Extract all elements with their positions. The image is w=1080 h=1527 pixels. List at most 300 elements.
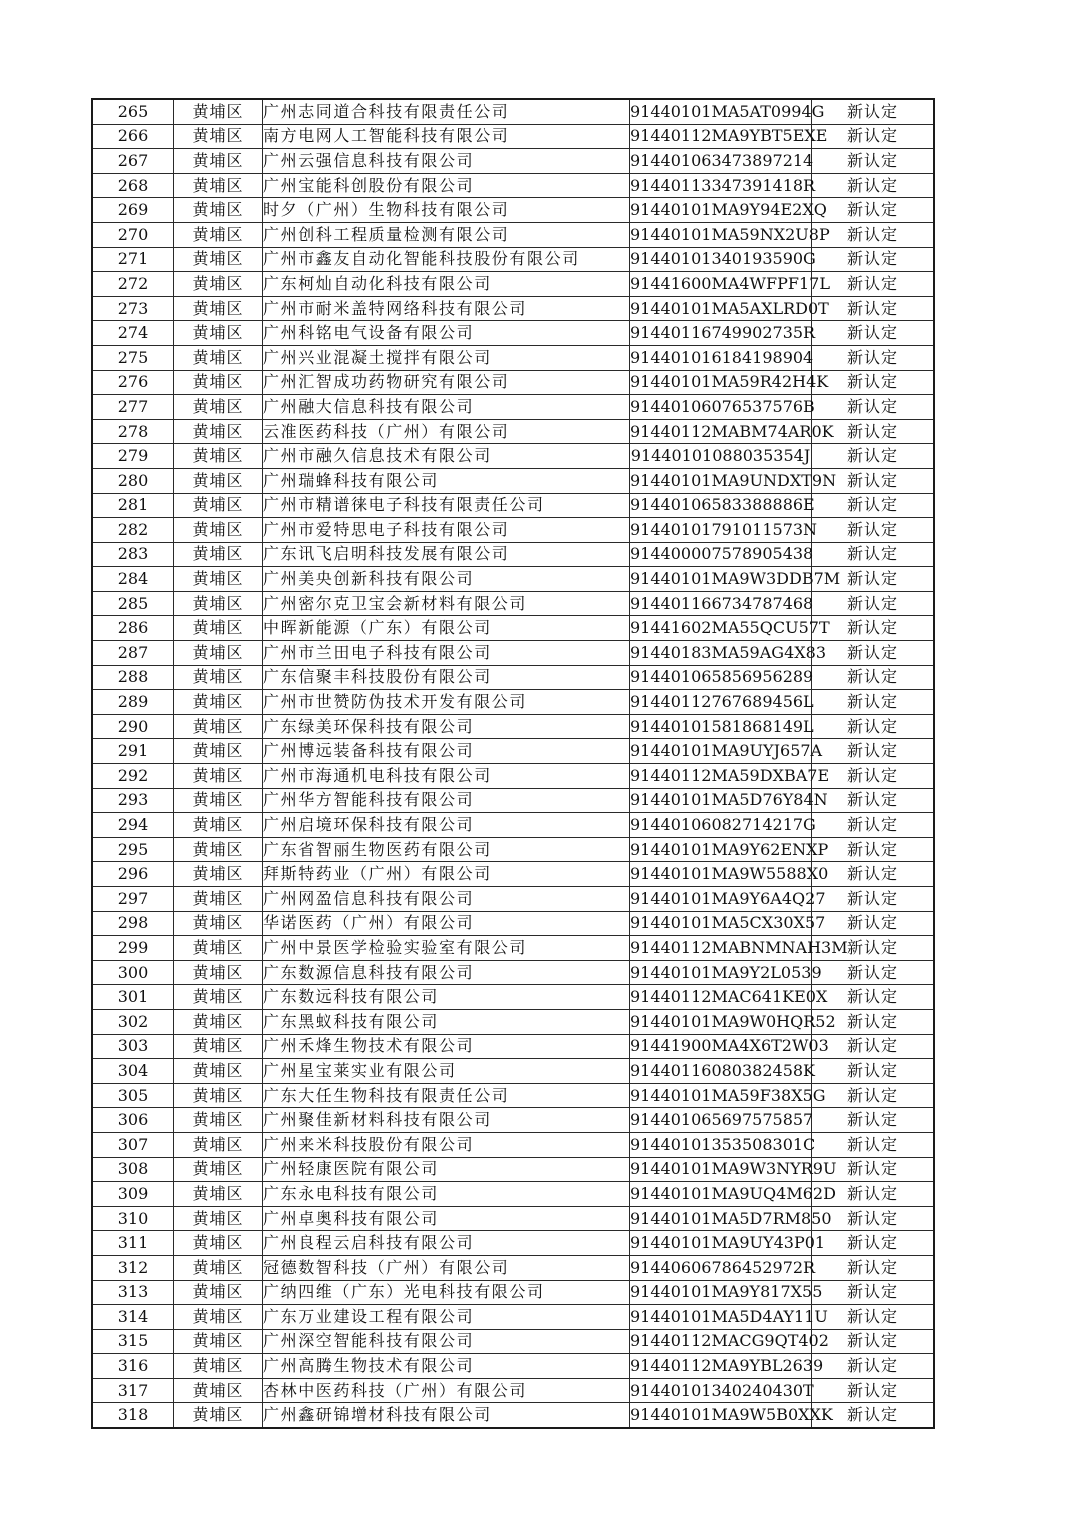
district-cell: 黄埔区 xyxy=(174,296,263,321)
status-cell: 新认定 xyxy=(812,419,935,444)
table-row xyxy=(92,518,934,543)
credit-code-cell: 91440112MA9YBT5EXE xyxy=(630,124,812,149)
credit-code-cell: 91441602MA55QCU57T xyxy=(630,616,812,641)
company-name-cell: 杏林中医药科技（广州）有限公司 xyxy=(263,1378,630,1403)
row-number: 293 xyxy=(92,788,174,813)
status-cell: 新认定 xyxy=(812,124,935,149)
table-row xyxy=(92,1182,934,1207)
credit-code-cell: 91440606786452972R xyxy=(630,1255,812,1280)
district-cell: 黄埔区 xyxy=(174,395,263,420)
row-number: 282 xyxy=(92,518,174,543)
company-name-cell: 广州市融久信息技术有限公司 xyxy=(263,444,630,469)
row-number: 269 xyxy=(92,198,174,223)
district-cell: 黄埔区 xyxy=(174,1378,263,1403)
table-row xyxy=(92,1403,934,1428)
row-number: 314 xyxy=(92,1305,174,1330)
status-cell: 新认定 xyxy=(812,1083,935,1108)
row-number: 276 xyxy=(92,370,174,395)
table-row xyxy=(92,1083,934,1108)
row-number: 302 xyxy=(92,1009,174,1034)
table-row xyxy=(92,345,934,370)
company-name-cell: 广东柯灿自动化科技有限公司 xyxy=(263,272,630,297)
district-cell: 黄埔区 xyxy=(174,1206,263,1231)
credit-code-cell: 91440101340240430T xyxy=(630,1378,812,1403)
row-number: 288 xyxy=(92,665,174,690)
district-cell: 黄埔区 xyxy=(174,1157,263,1182)
status-cell: 新认定 xyxy=(812,1403,935,1428)
district-cell: 黄埔区 xyxy=(174,690,263,715)
row-number: 297 xyxy=(92,887,174,912)
district-cell: 黄埔区 xyxy=(174,764,263,789)
row-number: 267 xyxy=(92,149,174,174)
credit-code-cell: 91440101MA5D7RM850 xyxy=(630,1206,812,1231)
status-cell: 新认定 xyxy=(812,1009,935,1034)
row-number: 299 xyxy=(92,936,174,961)
status-cell: 新认定 xyxy=(812,1255,935,1280)
table-row xyxy=(92,1329,934,1354)
company-name-cell: 广纳四维（广东）光电科技有限公司 xyxy=(263,1280,630,1305)
company-name-cell: 拜斯特药业（广州）有限公司 xyxy=(263,862,630,887)
credit-code-cell: 914401016184198904 xyxy=(630,345,812,370)
row-number: 313 xyxy=(92,1280,174,1305)
table-row xyxy=(92,788,934,813)
status-cell: 新认定 xyxy=(812,641,935,666)
company-name-cell: 冠德数智科技（广州）有限公司 xyxy=(263,1255,630,1280)
company-name-cell: 广州轻康医院有限公司 xyxy=(263,1157,630,1182)
table-row xyxy=(92,1157,934,1182)
credit-code-cell: 91440101MA9UQ4M62D xyxy=(630,1182,812,1207)
row-number: 274 xyxy=(92,321,174,346)
company-table xyxy=(91,98,935,1429)
table-row xyxy=(92,321,934,346)
company-name-cell: 广东数远科技有限公司 xyxy=(263,985,630,1010)
row-number: 312 xyxy=(92,1255,174,1280)
company-name-cell: 广州市海通机电科技有限公司 xyxy=(263,764,630,789)
district-cell: 黄埔区 xyxy=(174,1255,263,1280)
credit-code-cell: 91440101340193590G xyxy=(630,247,812,272)
row-number: 294 xyxy=(92,813,174,838)
credit-code-cell: 91440101MA9Y2L0539 xyxy=(630,960,812,985)
row-number: 277 xyxy=(92,395,174,420)
credit-code-cell: 91440183MA59AG4X83 xyxy=(630,641,812,666)
table-row xyxy=(92,1034,934,1059)
status-cell: 新认定 xyxy=(812,591,935,616)
company-name-cell: 广州深空智能科技有限公司 xyxy=(263,1329,630,1354)
company-name-cell: 南方电网人工智能科技有限公司 xyxy=(263,124,630,149)
company-name-cell: 广东讯飞启明科技发展有限公司 xyxy=(263,542,630,567)
row-number: 286 xyxy=(92,616,174,641)
credit-code-cell: 91441900MA4X6T2W03 xyxy=(630,1034,812,1059)
credit-code-cell: 91440112767689456L xyxy=(630,690,812,715)
table-row xyxy=(92,862,934,887)
row-number: 291 xyxy=(92,739,174,764)
row-number: 280 xyxy=(92,468,174,493)
status-cell: 新认定 xyxy=(812,198,935,223)
table-row xyxy=(92,272,934,297)
district-cell: 黄埔区 xyxy=(174,1354,263,1379)
district-cell: 黄埔区 xyxy=(174,887,263,912)
district-cell: 黄埔区 xyxy=(174,665,263,690)
credit-code-cell: 914401166734787468 xyxy=(630,591,812,616)
status-cell: 新认定 xyxy=(812,887,935,912)
table-row xyxy=(92,1378,934,1403)
credit-code-cell: 91441600MA4WFPF17L xyxy=(630,272,812,297)
credit-code-cell: 91440116749902735R xyxy=(630,321,812,346)
row-number: 283 xyxy=(92,542,174,567)
credit-code-cell: 91440101MA9Y6A4Q27 xyxy=(630,887,812,912)
credit-code-cell: 91440101MA9W5588X0 xyxy=(630,862,812,887)
company-name-cell: 广州市兰田电子科技有限公司 xyxy=(263,641,630,666)
status-cell: 新认定 xyxy=(812,296,935,321)
credit-code-cell: 91440101353508301C xyxy=(630,1132,812,1157)
district-cell: 黄埔区 xyxy=(174,321,263,346)
district-cell: 黄埔区 xyxy=(174,198,263,223)
company-name-cell: 华诺医药（广州）有限公司 xyxy=(263,911,630,936)
district-cell: 黄埔区 xyxy=(174,862,263,887)
company-name-cell: 广州美央创新科技有限公司 xyxy=(263,567,630,592)
credit-code-cell: 91440101MA5D76Y84N xyxy=(630,788,812,813)
district-cell: 黄埔区 xyxy=(174,1009,263,1034)
credit-code-cell: 91440101MA9UYJ657A xyxy=(630,739,812,764)
company-name-cell: 广东万业建设工程有限公司 xyxy=(263,1305,630,1330)
table-row xyxy=(92,665,934,690)
company-name-cell: 广东绿美环保科技有限公司 xyxy=(263,714,630,739)
company-name-cell: 广东信聚丰科技股份有限公司 xyxy=(263,665,630,690)
table-row xyxy=(92,690,934,715)
table-row xyxy=(92,837,934,862)
company-name-cell: 广州禾烽生物技术有限公司 xyxy=(263,1034,630,1059)
credit-code-cell: 91440101MA5AXLRD0T xyxy=(630,296,812,321)
credit-code-cell: 91440101MA59NX2U8P xyxy=(630,222,812,247)
row-number: 290 xyxy=(92,714,174,739)
status-cell: 新认定 xyxy=(812,518,935,543)
table-row xyxy=(92,1305,934,1330)
credit-code-cell: 91440101MA9Y62ENXP xyxy=(630,837,812,862)
credit-code-cell: 91440101MA9W0HQR52 xyxy=(630,1009,812,1034)
district-cell: 黄埔区 xyxy=(174,985,263,1010)
company-name-cell: 广州创科工程质量检测有限公司 xyxy=(263,222,630,247)
status-cell: 新认定 xyxy=(812,222,935,247)
status-cell: 新认定 xyxy=(812,247,935,272)
table-row xyxy=(92,1280,934,1305)
company-name-cell: 广东数源信息科技有限公司 xyxy=(263,960,630,985)
district-cell: 黄埔区 xyxy=(174,272,263,297)
table-row xyxy=(92,567,934,592)
district-cell: 黄埔区 xyxy=(174,1059,263,1084)
row-number: 300 xyxy=(92,960,174,985)
credit-code-cell: 91440101MA59F38X5G xyxy=(630,1083,812,1108)
status-cell: 新认定 xyxy=(812,1280,935,1305)
district-cell: 黄埔区 xyxy=(174,641,263,666)
row-number: 307 xyxy=(92,1132,174,1157)
status-cell: 新认定 xyxy=(812,567,935,592)
credit-code-cell: 914400007578905438 xyxy=(630,542,812,567)
company-name-cell: 广州市精谱徕电子科技有限责任公司 xyxy=(263,493,630,518)
district-cell: 黄埔区 xyxy=(174,616,263,641)
credit-code-cell: 91440112MAC641KE0X xyxy=(630,985,812,1010)
company-name-cell: 广州市耐米盖特网络科技有限公司 xyxy=(263,296,630,321)
status-cell: 新认定 xyxy=(812,985,935,1010)
district-cell: 黄埔区 xyxy=(174,1231,263,1256)
table-row xyxy=(92,222,934,247)
district-cell: 黄埔区 xyxy=(174,837,263,862)
row-number: 310 xyxy=(92,1206,174,1231)
row-number: 278 xyxy=(92,419,174,444)
district-cell: 黄埔区 xyxy=(174,960,263,985)
status-cell: 新认定 xyxy=(812,665,935,690)
credit-code-cell: 91440101MA5CX30X57 xyxy=(630,911,812,936)
district-cell: 黄埔区 xyxy=(174,124,263,149)
status-cell: 新认定 xyxy=(812,837,935,862)
status-cell: 新认定 xyxy=(812,960,935,985)
company-name-cell: 广州来米科技股份有限公司 xyxy=(263,1132,630,1157)
credit-code-cell: 91440101MA9Y817X55 xyxy=(630,1280,812,1305)
company-name-cell: 广州瑞蜂科技有限公司 xyxy=(263,468,630,493)
status-cell: 新认定 xyxy=(812,1305,935,1330)
table-row xyxy=(92,370,934,395)
status-cell: 新认定 xyxy=(812,345,935,370)
row-number: 303 xyxy=(92,1034,174,1059)
company-name-cell: 广州科铭电气设备有限公司 xyxy=(263,321,630,346)
district-cell: 黄埔区 xyxy=(174,1034,263,1059)
company-name-cell: 广州志同道合科技有限责任公司 xyxy=(263,99,630,124)
company-name-cell: 广州市爱特思电子科技有限公司 xyxy=(263,518,630,543)
status-cell: 新认定 xyxy=(812,1354,935,1379)
row-number: 268 xyxy=(92,173,174,198)
row-number: 305 xyxy=(92,1083,174,1108)
company-name-cell: 广州高腾生物技术有限公司 xyxy=(263,1354,630,1379)
district-cell: 黄埔区 xyxy=(174,542,263,567)
company-name-cell: 广州汇智成功药物研究有限公司 xyxy=(263,370,630,395)
table-row xyxy=(92,1059,934,1084)
company-name-cell: 中晖新能源（广东）有限公司 xyxy=(263,616,630,641)
district-cell: 黄埔区 xyxy=(174,567,263,592)
status-cell: 新认定 xyxy=(812,739,935,764)
status-cell: 新认定 xyxy=(812,764,935,789)
table-row xyxy=(92,714,934,739)
status-cell: 新认定 xyxy=(812,1378,935,1403)
row-number: 296 xyxy=(92,862,174,887)
company-name-cell: 广州启境环保科技有限公司 xyxy=(263,813,630,838)
table-row xyxy=(92,616,934,641)
table-row xyxy=(92,887,934,912)
table-row xyxy=(92,395,934,420)
table-row xyxy=(92,247,934,272)
company-name-cell: 广州聚佳新材料科技有限公司 xyxy=(263,1108,630,1133)
table-row xyxy=(92,985,934,1010)
credit-code-cell: 91440112MABNMNAH3M xyxy=(630,936,812,961)
credit-code-cell: 91440116080382458K xyxy=(630,1059,812,1084)
district-cell: 黄埔区 xyxy=(174,1083,263,1108)
table-row xyxy=(92,739,934,764)
row-number: 281 xyxy=(92,493,174,518)
status-cell: 新认定 xyxy=(812,1034,935,1059)
credit-code-cell: 91440101088035354J xyxy=(630,444,812,469)
status-cell: 新认定 xyxy=(812,321,935,346)
status-cell: 新认定 xyxy=(812,493,935,518)
table-row xyxy=(92,419,934,444)
district-cell: 黄埔区 xyxy=(174,173,263,198)
company-name-cell: 广州市鑫友自动化智能科技股份有限公司 xyxy=(263,247,630,272)
company-name-cell: 广州鑫研锦增材科技有限公司 xyxy=(263,1403,630,1428)
district-cell: 黄埔区 xyxy=(174,247,263,272)
company-name-cell: 广州云强信息科技有限公司 xyxy=(263,149,630,174)
district-cell: 黄埔区 xyxy=(174,1108,263,1133)
row-number: 306 xyxy=(92,1108,174,1133)
row-number: 287 xyxy=(92,641,174,666)
district-cell: 黄埔区 xyxy=(174,518,263,543)
credit-code-cell: 91440101791011573N xyxy=(630,518,812,543)
company-name-cell: 广东省智丽生物医药有限公司 xyxy=(263,837,630,862)
credit-code-cell: 91440113347391418R xyxy=(630,173,812,198)
district-cell: 黄埔区 xyxy=(174,1403,263,1428)
company-name-cell: 广东永电科技有限公司 xyxy=(263,1182,630,1207)
credit-code-cell: 914401063473897214 xyxy=(630,149,812,174)
status-cell: 新认定 xyxy=(812,173,935,198)
row-number: 275 xyxy=(92,345,174,370)
row-number: 271 xyxy=(92,247,174,272)
table-row xyxy=(92,911,934,936)
table-row xyxy=(92,1009,934,1034)
company-name-cell: 广州兴业混凝土搅拌有限公司 xyxy=(263,345,630,370)
row-number: 295 xyxy=(92,837,174,862)
row-number: 317 xyxy=(92,1378,174,1403)
status-cell: 新认定 xyxy=(812,444,935,469)
status-cell: 新认定 xyxy=(812,690,935,715)
company-name-cell: 广州网盈信息科技有限公司 xyxy=(263,887,630,912)
status-cell: 新认定 xyxy=(812,468,935,493)
district-cell: 黄埔区 xyxy=(174,345,263,370)
row-number: 266 xyxy=(92,124,174,149)
company-name-cell: 广州良程云启科技有限公司 xyxy=(263,1231,630,1256)
status-cell: 新认定 xyxy=(812,813,935,838)
district-cell: 黄埔区 xyxy=(174,149,263,174)
district-cell: 黄埔区 xyxy=(174,99,263,124)
table-row xyxy=(92,493,934,518)
table-row xyxy=(92,1231,934,1256)
company-name-cell: 广州市世赞防伪技术开发有限公司 xyxy=(263,690,630,715)
status-cell: 新认定 xyxy=(812,542,935,567)
credit-code-cell: 91440101581868149L xyxy=(630,714,812,739)
table-row xyxy=(92,1255,934,1280)
row-number: 284 xyxy=(92,567,174,592)
status-cell: 新认定 xyxy=(812,862,935,887)
table-row xyxy=(92,641,934,666)
company-name-cell: 广东大任生物科技有限责任公司 xyxy=(263,1083,630,1108)
table-row xyxy=(92,960,934,985)
row-number: 279 xyxy=(92,444,174,469)
credit-code-cell: 91440101MA9UY43P01 xyxy=(630,1231,812,1256)
credit-code-cell: 91440106082714217G xyxy=(630,813,812,838)
status-cell: 新认定 xyxy=(812,1231,935,1256)
row-number: 270 xyxy=(92,222,174,247)
table-row xyxy=(92,764,934,789)
district-cell: 黄埔区 xyxy=(174,739,263,764)
credit-code-cell: 91440112MACG9QT402 xyxy=(630,1329,812,1354)
row-number: 273 xyxy=(92,296,174,321)
row-number: 292 xyxy=(92,764,174,789)
company-name-cell: 广州卓奥科技有限公司 xyxy=(263,1206,630,1231)
table-row xyxy=(92,296,934,321)
company-name-cell: 广州星宝莱实业有限公司 xyxy=(263,1059,630,1084)
credit-code-cell: 91440101MA9Y94E2XQ xyxy=(630,198,812,223)
district-cell: 黄埔区 xyxy=(174,813,263,838)
company-table-body xyxy=(92,99,934,1428)
status-cell: 新认定 xyxy=(812,936,935,961)
company-name-cell: 广州华方智能科技有限公司 xyxy=(263,788,630,813)
status-cell: 新认定 xyxy=(812,370,935,395)
credit-code-cell: 91440101MA59R42H4K xyxy=(630,370,812,395)
status-cell: 新认定 xyxy=(812,1132,935,1157)
district-cell: 黄埔区 xyxy=(174,222,263,247)
status-cell: 新认定 xyxy=(812,99,935,124)
table-row xyxy=(92,444,934,469)
row-number: 308 xyxy=(92,1157,174,1182)
status-cell: 新认定 xyxy=(812,911,935,936)
table-row xyxy=(92,468,934,493)
table-row xyxy=(92,99,934,124)
row-number: 301 xyxy=(92,985,174,1010)
row-number: 304 xyxy=(92,1059,174,1084)
row-number: 285 xyxy=(92,591,174,616)
district-cell: 黄埔区 xyxy=(174,444,263,469)
district-cell: 黄埔区 xyxy=(174,493,263,518)
credit-code-cell: 91440101MA9UNDXT9N xyxy=(630,468,812,493)
status-cell: 新认定 xyxy=(812,272,935,297)
credit-code-cell: 91440112MA9YBL2639 xyxy=(630,1354,812,1379)
table-row xyxy=(92,1132,934,1157)
status-cell: 新认定 xyxy=(812,1182,935,1207)
credit-code-cell: 91440101MA5AT0994G xyxy=(630,99,812,124)
row-number: 318 xyxy=(92,1403,174,1428)
credit-code-cell: 91440106076537576B xyxy=(630,395,812,420)
district-cell: 黄埔区 xyxy=(174,911,263,936)
district-cell: 黄埔区 xyxy=(174,714,263,739)
table-row xyxy=(92,173,934,198)
table-row xyxy=(92,813,934,838)
company-name-cell: 广东黑蚁科技有限公司 xyxy=(263,1009,630,1034)
credit-code-cell: 91440101MA9W3DDB7M xyxy=(630,567,812,592)
district-cell: 黄埔区 xyxy=(174,1182,263,1207)
district-cell: 黄埔区 xyxy=(174,370,263,395)
row-number: 298 xyxy=(92,911,174,936)
status-cell: 新认定 xyxy=(812,1157,935,1182)
status-cell: 新认定 xyxy=(812,714,935,739)
company-name-cell: 广州博远装备科技有限公司 xyxy=(263,739,630,764)
credit-code-cell: 91440106583388886E xyxy=(630,493,812,518)
credit-code-cell: 91440101MA5D4AY11U xyxy=(630,1305,812,1330)
status-cell: 新认定 xyxy=(812,1329,935,1354)
company-name-cell: 广州宝能科创股份有限公司 xyxy=(263,173,630,198)
table-row xyxy=(92,1108,934,1133)
district-cell: 黄埔区 xyxy=(174,936,263,961)
row-number: 265 xyxy=(92,99,174,124)
company-name-cell: 云准医药科技（广州）有限公司 xyxy=(263,419,630,444)
district-cell: 黄埔区 xyxy=(174,468,263,493)
table-row xyxy=(92,936,934,961)
status-cell: 新认定 xyxy=(812,1059,935,1084)
status-cell: 新认定 xyxy=(812,395,935,420)
status-cell: 新认定 xyxy=(812,788,935,813)
credit-code-cell: 91440112MABM74AR0K xyxy=(630,419,812,444)
row-number: 309 xyxy=(92,1182,174,1207)
district-cell: 黄埔区 xyxy=(174,1280,263,1305)
district-cell: 黄埔区 xyxy=(174,1305,263,1330)
district-cell: 黄埔区 xyxy=(174,788,263,813)
table-row xyxy=(92,124,934,149)
status-cell: 新认定 xyxy=(812,1108,935,1133)
credit-code-cell: 91440101MA9W3NYR9U xyxy=(630,1157,812,1182)
